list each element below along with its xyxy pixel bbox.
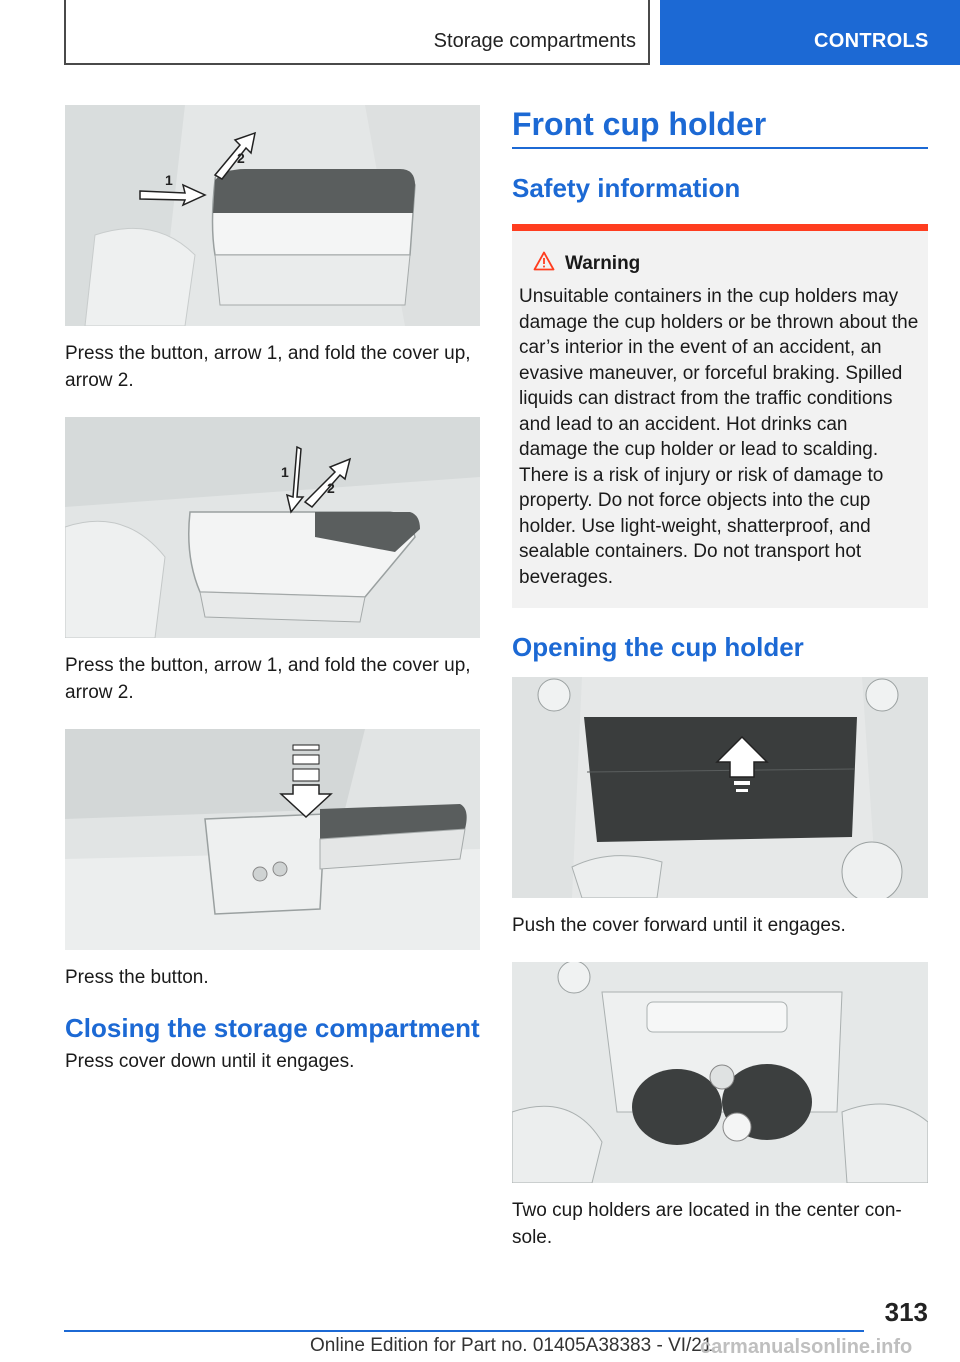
header-chapter-label: CONTROLS [814,30,929,52]
heading-closing-compartment: Closing the storage compartment [65,1013,480,1043]
cup-holder-cover-illustration [512,677,928,898]
cup-holders-illustration [512,962,928,1183]
img1-label-2: 2 [237,150,245,166]
img1-label-1: 1 [165,172,173,188]
footer-edition: Online Edition for Part no. 01405A38383 - VI/21 [310,1335,713,1356]
warning-triangle-icon [533,251,555,276]
caption-two-cup-holders: Two cup holders are located in the center con-sole. [512,1200,902,1248]
page-number: 313 [884,1297,928,1327]
warning-title: Warning [565,252,641,274]
footer-rule [64,1330,864,1332]
armrest-button-illustration [65,729,480,950]
closing-instruction: Press cover down until it engages. [65,1051,355,1072]
header-section-box [64,0,650,65]
watermark: carmanualsonline.info [700,1336,913,1358]
heading-opening-cup-holder: Opening the cup holder [512,632,804,662]
caption-armrest-2: Press the button, arrow 1, and fold the cover up, arrow 2. [65,655,471,703]
header-section-title: Storage compartments [433,30,636,52]
left-column [65,105,480,1075]
header-chapter-tab[interactable] [660,0,960,65]
armrest-open-illustration-2 [65,417,480,638]
armrest-open-illustration-1 [65,105,480,326]
img2-label-2: 2 [327,480,335,496]
caption-press-button: Press the button. [65,967,209,988]
warning-box [512,224,928,608]
warning-header [533,251,920,276]
page-title: Front cup holder [512,106,767,142]
img2-label-1: 1 [281,464,289,480]
caption-push-cover: Push the cover forward until it engages. [512,915,846,936]
heading-safety-information: Safety information [512,173,741,203]
right-column [512,105,928,1251]
title-rule [512,147,928,149]
warning-text: Unsuitable containers in the cup holders may damage the cup holders or be thrown about the car’s interior in the event of an accident, an evasive maneuver, or forceful braking. Spilled liquids can distract from the traffic conditions and lead to an accident. Hot drinks can damage the cup holder or lead to scalding. There is a risk of injury or risk of damage to property. Do not force objects into the cup holder. Use light-weight, shatterproof, and sealable containers. Do not transport hot beverages. [519,286,919,588]
caption-armrest-1: Press the button, arrow 1, and fold the cover up, arrow 2. [65,343,471,391]
